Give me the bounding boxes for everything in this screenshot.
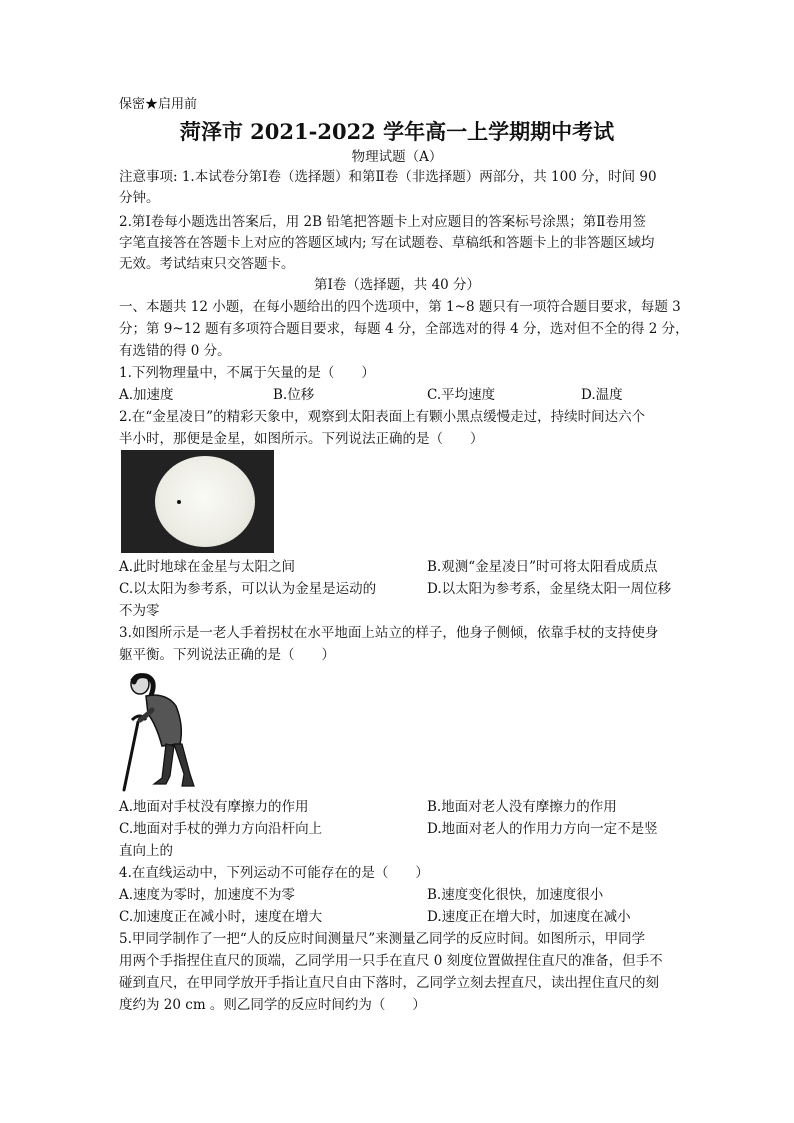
- instructions-line-3: 有选错的得 0 分。: [119, 343, 231, 359]
- old-man-with-cane-illustration: [118, 670, 204, 792]
- question-2-option-c: C.以太阳为参考系，可以认为金星是运动的: [119, 581, 377, 597]
- notice-line-4: 字笔直接答在答题卡上对应的答题区域内; 写在试题卷、草稿纸和答题卡上的非答题区域均: [119, 235, 655, 251]
- question-1-option-c: C.平均速度: [427, 387, 496, 403]
- question-5-stem-line-1: 5.甲同学制作了一把“人的反应时间测量尺”来测量乙同学的反应时间。如图所示，甲同学: [119, 931, 646, 947]
- question-4-option-d: D.速度正在增大时，加速度在减小: [427, 909, 631, 925]
- question-1-stem: 1.下列物理量中，不属于矢量的是（ ）: [119, 365, 375, 381]
- question-4-option-c: C.加速度正在减小时，速度在增大: [119, 909, 323, 925]
- sun-disc: [155, 456, 255, 547]
- exam-subtitle: 物理试题（A）: [351, 149, 443, 165]
- confidential-label: 保密★启用前: [119, 97, 198, 112]
- question-2-stem-line-1: 2.在“金星凌日”的精彩天象中，观察到太阳表面上有颗小黑点缓慢走过，持续时间达六个: [119, 409, 646, 425]
- question-3-option-b: B.地面对老人没有摩擦力的作用: [427, 799, 617, 815]
- question-3-option-c: C.地面对手杖的弹力方向沿杆向上: [119, 821, 323, 837]
- question-3-option-a: A.地面对手杖没有摩擦力的作用: [119, 799, 309, 815]
- notice-line-1: 注意事项: 1.本试卷分第Ⅰ卷（选择题）和第Ⅱ卷（非选择题）两部分，共 100 分，时间 90: [119, 169, 657, 185]
- instructions-line-1: 一、本题共 12 小题，在每小题给出的四个选项中，第 1~8 题只有一项符合题目要求，每题 3: [119, 299, 681, 315]
- question-2-option-a: A.此时地球在金星与太阳之间: [119, 559, 296, 575]
- question-2-option-d: D.以太阳为参考系，金星绕太阳一周位移: [427, 581, 672, 597]
- section-title: 第Ⅰ卷（选择题，共 40 分）: [313, 277, 481, 293]
- question-2-option-d-continued: 不为零: [119, 603, 160, 619]
- question-4-option-b: B.速度变化很快，加速度很小: [427, 887, 604, 903]
- notice-line-3: 2.第Ⅰ卷每小题选出答案后，用 2B 铅笔把答题卡上对应题目的答案标号涂黑；第Ⅱ卷用签: [119, 214, 646, 230]
- question-5-stem-line-3: 碰到直尺，在甲同学放开手指让直尺自由下落时，乙同学立刻去捏直尺，读出捏住直尺的刻: [119, 975, 659, 991]
- question-5-stem-line-2: 用两个手指捏住直尺的顶端，乙同学用一只手在直尺 0 刻度位置做捏住直尺的准备，但手不: [119, 953, 663, 969]
- question-3-option-d: D.地面对老人的作用力方向一定不是竖: [427, 821, 658, 837]
- question-2-stem-line-2: 半小时，那便是金星，如图所示。下列说法正确的是（ ）: [119, 431, 484, 447]
- instructions-line-2: 分；第 9~12 题有多项符合题目要求，每题 4 分，全部选对的得 4 分，选对但不全的得 2 分，: [119, 321, 689, 337]
- question-4-option-a: A.速度为零时，加速度不为零: [119, 887, 296, 903]
- question-5-stem-line-4: 度约为 20 cm 。则乙同学的反应时间约为（ ）: [119, 997, 426, 1013]
- question-1-option-d: D.温度: [581, 387, 623, 403]
- question-4-stem: 4.在直线运动中，下列运动不可能存在的是（ ）: [119, 865, 429, 881]
- question-3-option-d-continued: 直向上的: [119, 843, 173, 859]
- venus-transit-image: [121, 450, 274, 553]
- question-3-stem-line-2: 躯平衡。下列说法正确的是（ ）: [119, 647, 335, 663]
- notice-line-2: 分钟。: [119, 190, 160, 206]
- exam-title: 菏泽市 2021-2022 学年高一上学期期中考试: [179, 119, 615, 144]
- venus-dot: [177, 500, 181, 504]
- question-2-option-b: B.观测“金星凌日”时可将太阳看成质点: [427, 559, 658, 575]
- question-3-stem-line-1: 3.如图所示是一老人手着拐杖在水平地面上站立的样子，他身子侧倾，依靠手杖的支持使身: [119, 625, 659, 641]
- question-1-option-a: A.加速度: [119, 387, 174, 403]
- notice-line-5: 无效。考试结束只交答题卡。: [119, 256, 295, 272]
- question-1-option-b: B.位移: [273, 387, 315, 403]
